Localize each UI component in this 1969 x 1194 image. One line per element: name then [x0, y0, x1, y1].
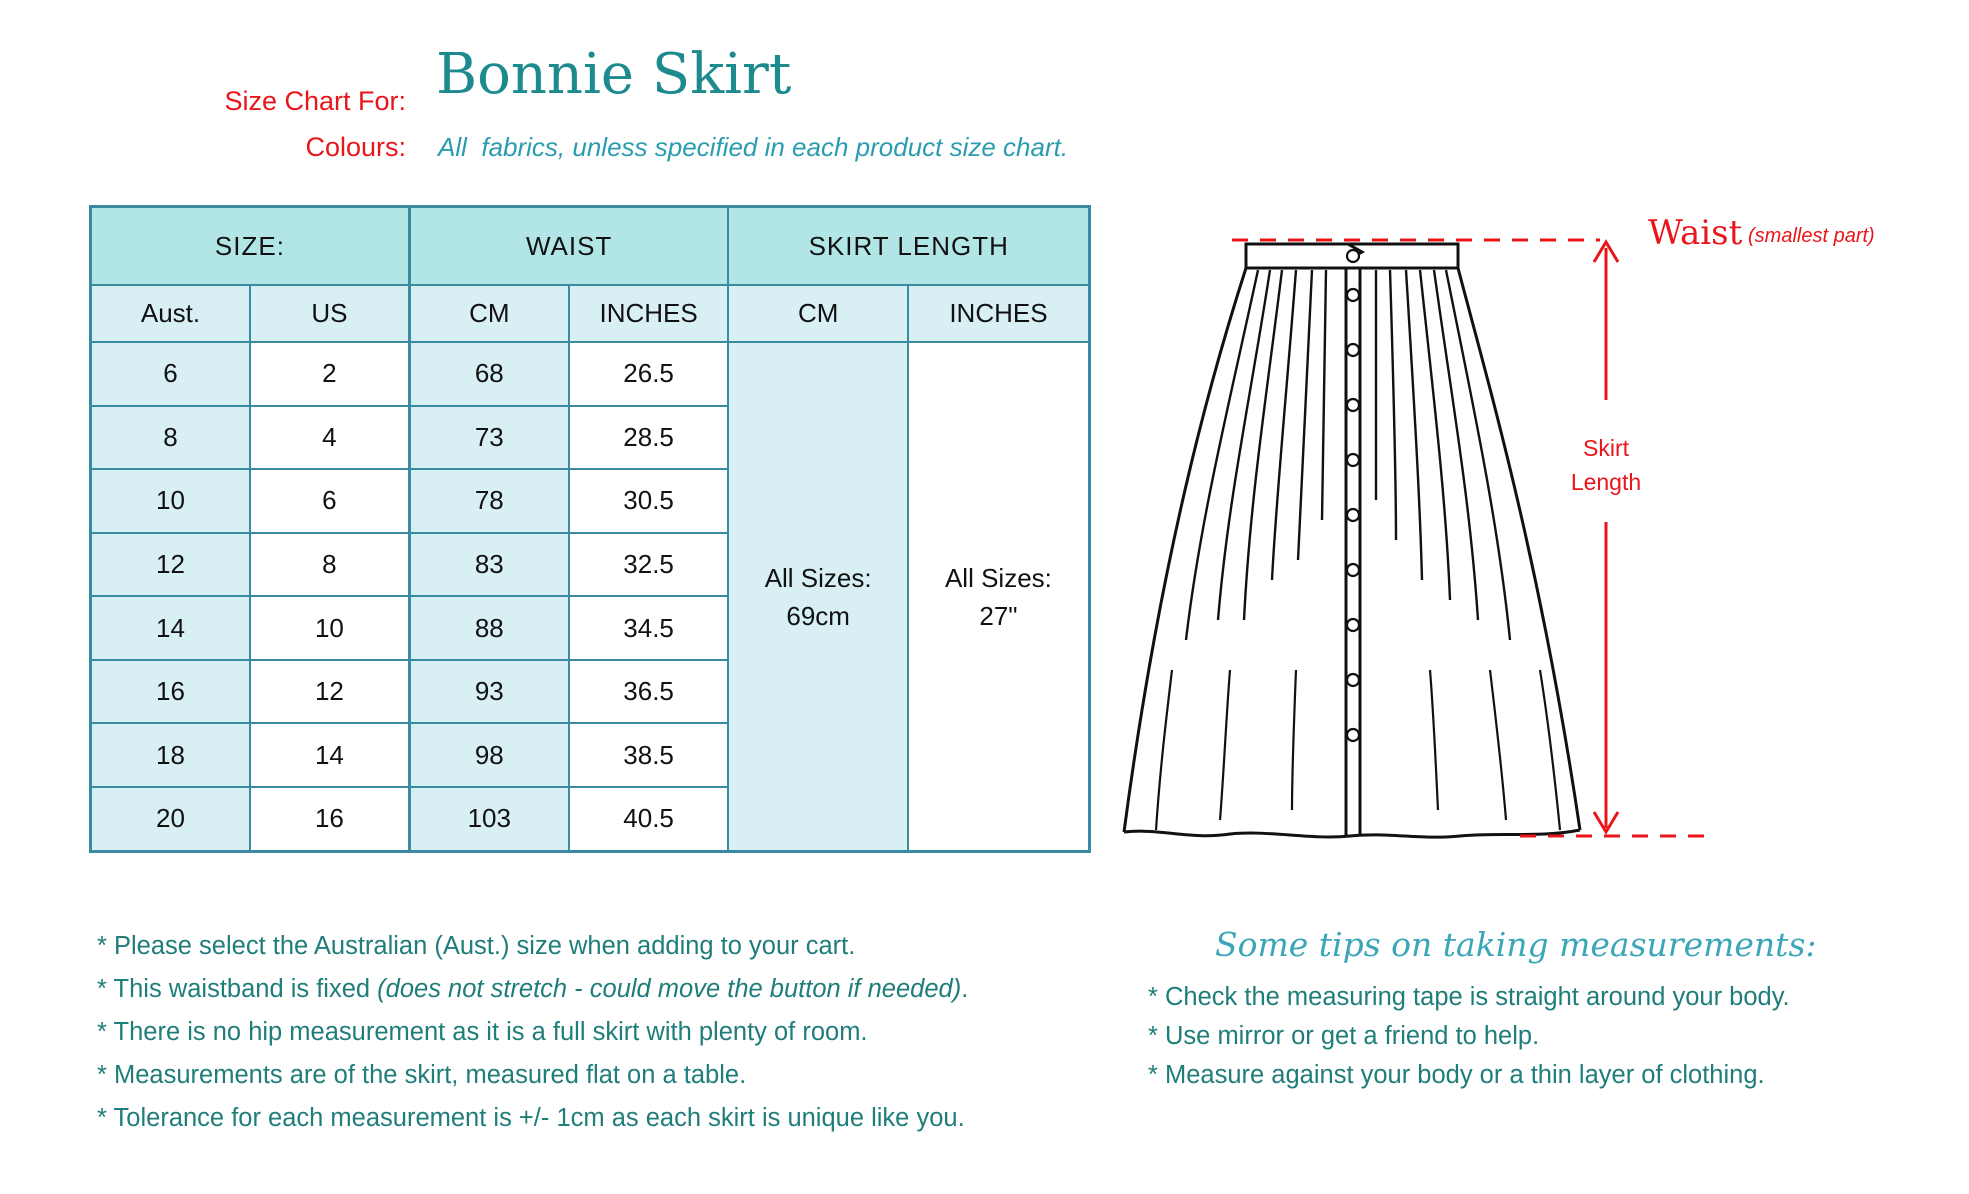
skirt-diagram: [1100, 200, 1940, 860]
waist-inches-cell: 30.5: [569, 469, 729, 533]
aust-size-cell: 12: [91, 533, 250, 597]
us-size-cell: 8: [250, 533, 409, 597]
note-tail: .: [961, 975, 969, 1003]
skirt-left-edge: [1124, 268, 1246, 832]
us-size-cell: 14: [250, 723, 409, 787]
waist-cm-cell: 78: [409, 469, 568, 533]
button-icon: [1347, 250, 1359, 262]
button-icon: [1347, 289, 1359, 301]
waist-header: WAIST: [409, 207, 728, 286]
aust-size-cell: 18: [91, 723, 250, 787]
button-icon: [1347, 674, 1359, 686]
note-item: * There is no hip measurement as it is a full skirt with plenty of room.: [97, 1018, 868, 1046]
waist-label: Waist: [1648, 213, 1743, 253]
note-text: * This waistband is fixed: [97, 975, 378, 1003]
waist-cm-cell: 88: [409, 596, 568, 660]
button-icon: [1347, 509, 1359, 521]
aust-size-cell: 14: [91, 596, 250, 660]
waist-inches-cell: 36.5: [569, 660, 729, 724]
group-header-row: [91, 207, 1090, 286]
waist-cm-cell: 83: [409, 533, 568, 597]
note-item: * Measurements are of the skirt, measured flat on a table.: [97, 1061, 747, 1089]
skirt-hem: [1124, 830, 1580, 837]
us-size-cell: 2: [250, 342, 409, 406]
tips-title: Some tips on taking measurements:: [1215, 925, 1817, 964]
note-italic: (does not stretch - could move the button if needed): [377, 975, 962, 1003]
length-label-line1: Skirt: [1583, 435, 1629, 461]
colours-value: All fabrics, unless specified in each product size chart.: [438, 132, 1069, 162]
waist-cm-cell: 103: [409, 787, 568, 852]
waist-note: (smallest part): [1748, 225, 1875, 247]
us-size-cell: 4: [250, 406, 409, 470]
note-item-waistband: [97, 968, 968, 1011]
length-inches-cell: [908, 342, 1090, 852]
button-icon: [1347, 399, 1359, 411]
note-item: * Tolerance for each measurement is +/- 1cm as each skirt is unique like you.: [97, 1104, 965, 1132]
us-size-cell: 6: [250, 469, 409, 533]
length-cm-cell: [728, 342, 907, 852]
us-header: US: [250, 285, 409, 342]
waist-cm-cell: 68: [409, 342, 568, 406]
product-title: Bonnie Skirt: [436, 42, 792, 107]
waist-inches-cell: 26.5: [569, 342, 729, 406]
waist-cm-cell: 98: [409, 723, 568, 787]
aust-size-cell: 10: [91, 469, 250, 533]
skirt-illustration: [1124, 244, 1580, 837]
waist-inches-cell: 34.5: [569, 596, 729, 660]
length-cm-line2: 69cm: [786, 600, 850, 631]
tip-item: * Check the measuring tape is straight around your body.: [1148, 983, 1790, 1011]
button-icons: [1347, 250, 1359, 741]
length-cm-line1: All Sizes:: [764, 562, 872, 593]
us-size-cell: 10: [250, 596, 409, 660]
length-inches-header: INCHES: [908, 285, 1090, 342]
table-row: [91, 342, 1090, 406]
us-size-cell: 16: [250, 787, 409, 852]
waist-cm-cell: 93: [409, 660, 568, 724]
skirt-length-header: SKIRT LENGTH: [728, 207, 1089, 286]
button-icon: [1347, 729, 1359, 741]
button-icon: [1347, 619, 1359, 631]
button-icon: [1347, 344, 1359, 356]
size-header: SIZE:: [91, 207, 410, 286]
tips-list: [1148, 978, 1790, 1095]
waist-inches-cell: 40.5: [569, 787, 729, 852]
waist-inches-cell: 28.5: [569, 406, 729, 470]
waist-inches-cell: 32.5: [569, 533, 729, 597]
waist-cm-header: CM: [409, 285, 568, 342]
aust-size-cell: 20: [91, 787, 250, 852]
waist-cm-cell: 73: [409, 406, 568, 470]
aust-size-cell: 16: [91, 660, 250, 724]
length-cm-header: CM: [728, 285, 907, 342]
us-size-cell: 12: [250, 660, 409, 724]
aust-size-cell: 6: [91, 342, 250, 406]
sub-header-row: [91, 285, 1090, 342]
length-inches-line1: All Sizes:: [944, 562, 1052, 593]
notes-list: [97, 925, 968, 1140]
tip-item: * Use mirror or get a friend to help.: [1148, 1022, 1540, 1050]
colours-label: Colours:: [305, 132, 406, 162]
size-chart-label: Size Chart For:: [224, 86, 406, 116]
length-label-line2: Length: [1570, 469, 1642, 495]
tip-item: * Measure against your body or a thin layer of clothing.: [1148, 1061, 1765, 1089]
waist-inches-header: INCHES: [569, 285, 729, 342]
note-item: * Please select the Australian (Aust.) size when adding to your cart.: [97, 932, 856, 960]
waist-inches-cell: 38.5: [569, 723, 729, 787]
length-inches-line2: 27": [979, 600, 1018, 631]
skirt-right-edge: [1458, 268, 1580, 830]
aust-header: Aust.: [91, 285, 250, 342]
aust-size-cell: 8: [91, 406, 250, 470]
size-table: [89, 205, 1091, 853]
button-icon: [1347, 564, 1359, 576]
button-icon: [1347, 454, 1359, 466]
